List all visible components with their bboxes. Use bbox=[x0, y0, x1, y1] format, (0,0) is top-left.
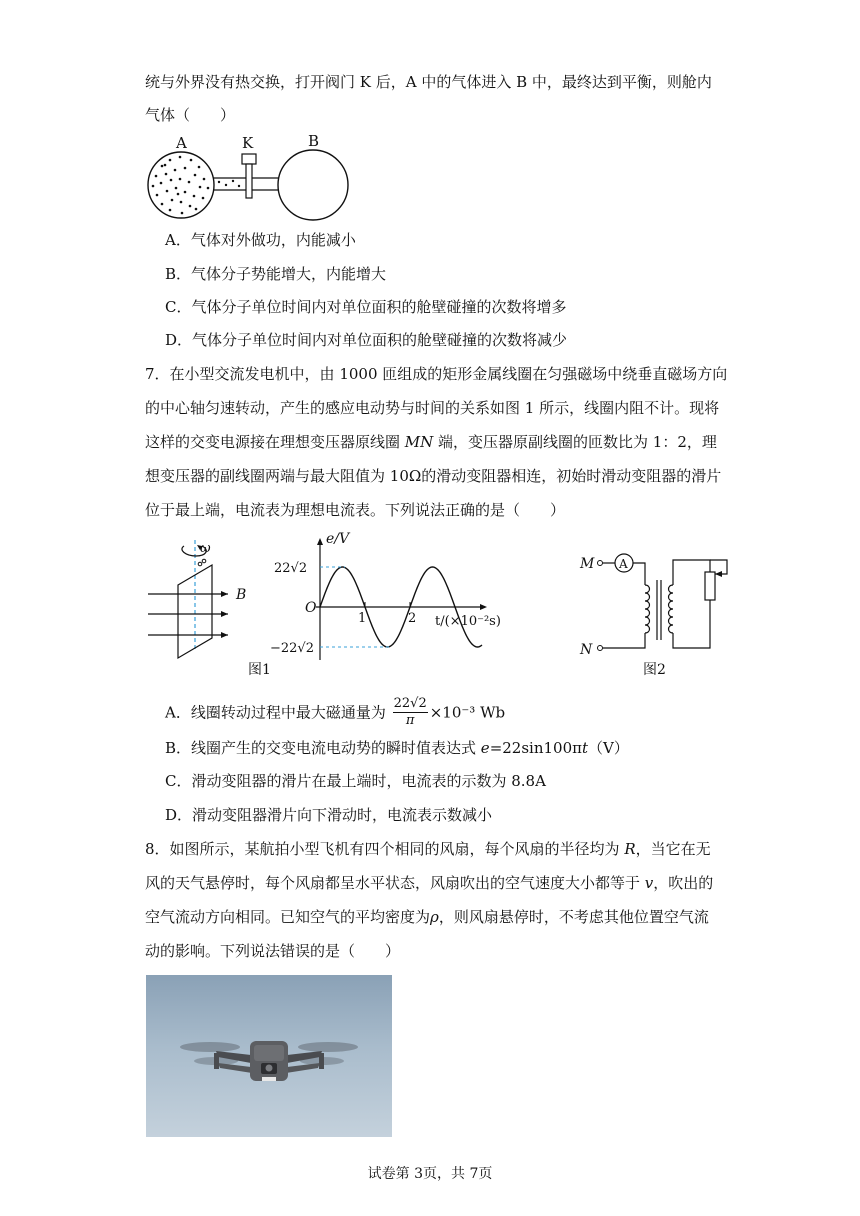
q7-tick-1: 1 bbox=[358, 611, 367, 626]
q7-ammeter-label: A bbox=[619, 557, 628, 571]
q7-origin-label: O bbox=[305, 600, 317, 616]
page-footer: 试卷第 3页，共 7页 bbox=[367, 1166, 493, 1182]
rheostat-icon bbox=[705, 572, 715, 600]
q7-x-axis-label: t/(×10⁻²s) bbox=[435, 614, 501, 629]
q6-stem-line-2: 气体（ ） bbox=[145, 106, 236, 124]
q8-stem-line-2: 风的天气悬停时，每个风扇都呈水平状态，风扇吹出的空气速度大小都等于 v，吹出的 bbox=[145, 874, 714, 892]
q7-stem-line-5: 位于最上端，电流表为理想电流表。下列说法正确的是（ ） bbox=[145, 501, 566, 519]
q7-option-a: A．线圈转动过程中最大磁通量为 $\frac{22√2}{\pi}$ ×10⁻³ Wb bbox=[165, 696, 506, 728]
q7-tick-2: 2 bbox=[408, 611, 417, 626]
q7-y-max-label: 22√2 bbox=[274, 561, 308, 576]
drone-icon bbox=[146, 975, 392, 1137]
q7-coil-diagram bbox=[148, 540, 246, 658]
q6-label-k: K bbox=[242, 134, 254, 152]
q7-option-d: D．滑动变阻器滑片向下滑动时，电流表示数减小 bbox=[165, 806, 493, 824]
q6-label-b: B bbox=[308, 132, 320, 150]
q7-y-min-label: −22√2 bbox=[270, 641, 314, 656]
q6-option-d: D．气体分子单位时间内对单位面积的舱壁碰撞的次数将减少 bbox=[165, 331, 568, 349]
q7-figure-1-caption: 图1 bbox=[248, 662, 271, 678]
q7-terminal-m: M bbox=[580, 556, 595, 572]
q6-stem-line-1: 统与外界没有热交换，打开阀门 K 后，A 中的气体进入 B 中，最终达到平衡，则舱内 bbox=[145, 73, 712, 91]
q7-option-c: C．滑动变阻器的滑片在最上端时，电流表的示数为 8.8A bbox=[165, 772, 546, 790]
q6-label-a: A bbox=[176, 134, 187, 152]
q7-option-b: B．线圈产生的交变电流电动势的瞬时值表达式 e=22sin100πt（V） bbox=[165, 739, 629, 757]
q6-gas-chamber-figure bbox=[140, 130, 360, 222]
q7-stem-line-3: 这样的交变电源接在理想变压器原线圈 MN 端，变压器原副线圈的匝数比为 1：2，理 bbox=[145, 433, 717, 451]
q7-stem-line-2: 的中心轴匀速转动，产生的感应电动势与时间的关系如图 1 所示，线圈内阻不计。现将 bbox=[145, 399, 720, 417]
q7-option-a-fraction: $\frac{22√2}{\pi}$ bbox=[393, 696, 427, 728]
q7-figure-1 bbox=[140, 530, 510, 680]
q8-stem-line-1: 8．如图所示，某航拍小型飞机有四个相同的风扇，每个风扇的半径均为 R，当它在无 bbox=[145, 840, 711, 858]
q7-stem-line-1: 7．在小型交流发电机中，由 1000 匝组成的矩形金属线圈在匀强磁场中绕垂直磁场方向 bbox=[145, 365, 728, 383]
q7-emf-graph bbox=[270, 531, 501, 660]
q8-stem-line-4: 动的影响。下列说法错误的是（ ） bbox=[145, 942, 401, 960]
q7-omega-label: ω bbox=[200, 541, 211, 556]
drone-photo bbox=[146, 975, 392, 1137]
q8-stem-line-3: 空气流动方向相同。已知空气的平均密度为ρ，则风扇悬停时，不考虑其他位置空气流 bbox=[145, 908, 709, 926]
q6-option-c: C．气体分子单位时间内对单位面积的舱壁碰撞的次数将增多 bbox=[165, 298, 567, 316]
q6-option-b: B．气体分子势能增大，内能增大 bbox=[165, 265, 387, 283]
q7-figure-2 bbox=[575, 540, 755, 680]
q7-y-axis-label: e/V bbox=[326, 531, 350, 547]
q7-terminal-n: N bbox=[580, 642, 593, 658]
q7-figure-2-caption: 图2 bbox=[643, 662, 666, 678]
q6-option-a: A．气体对外做功，内能减小 bbox=[165, 231, 356, 249]
q7-b-label: B bbox=[236, 587, 247, 603]
q7-stem-line-4: 想变压器的副线圈两端与最大阻值为 10Ω的滑动变阻器相连，初始时滑动变阻器的滑片 bbox=[145, 467, 722, 485]
